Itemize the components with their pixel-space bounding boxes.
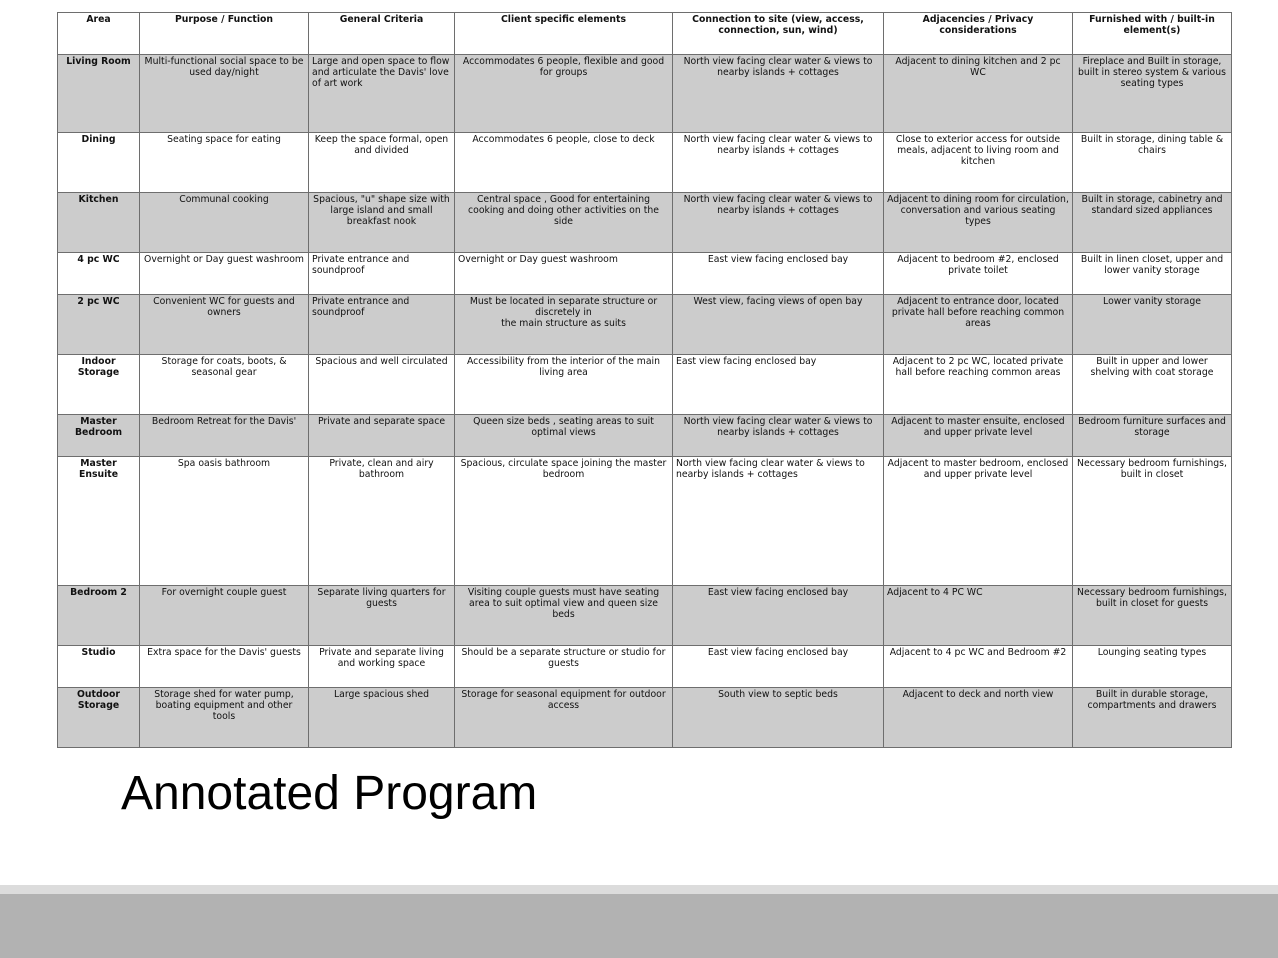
- furnished-cell: Necessary bedroom furnishings, built in closet: [1073, 457, 1232, 586]
- client-cell: Accommodates 6 people, flexible and good for groups: [455, 55, 673, 133]
- criteria-cell: Private and separate space: [309, 415, 455, 457]
- adjacency-cell: Adjacent to entrance door, located private hall before reaching common areas: [884, 295, 1073, 355]
- client-cell: Spacious, circulate space joining the master bedroom: [455, 457, 673, 586]
- header-area: Area: [58, 13, 140, 55]
- area-cell: Living Room: [58, 55, 140, 133]
- purpose-cell: Convenient WC for guests and owners: [140, 295, 309, 355]
- slide-title: Annotated Program: [121, 767, 538, 820]
- purpose-cell: Communal cooking: [140, 193, 309, 253]
- client-cell: Central space , Good for entertaining cooking and doing other activities on the side: [455, 193, 673, 253]
- program-table: [57, 12, 1232, 748]
- furnished-cell: Built in upper and lower shelving with coat storage: [1073, 355, 1232, 415]
- header-row: [58, 13, 1232, 55]
- connection-cell: West view, facing views of open bay: [673, 295, 884, 355]
- area-cell: 4 pc WC: [58, 253, 140, 295]
- adjacency-cell: Adjacent to bedroom #2, enclosed private toilet: [884, 253, 1073, 295]
- table-row: [58, 586, 1232, 646]
- area-cell: Master Bedroom: [58, 415, 140, 457]
- table-row: [58, 355, 1232, 415]
- area-cell: Bedroom 2: [58, 586, 140, 646]
- criteria-cell: Private entrance and soundproof: [309, 253, 455, 295]
- adjacency-cell: Adjacent to 4 PC WC: [884, 586, 1073, 646]
- criteria-cell: Keep the space formal, open and divided: [309, 133, 455, 193]
- client-cell: Visiting couple guests must have seating area to suit optimal view and queen size beds: [455, 586, 673, 646]
- table-row: [58, 457, 1232, 586]
- connection-cell: North view facing clear water & views to nearby islands + cottages: [673, 133, 884, 193]
- client-cell: Accommodates 6 people, close to deck: [455, 133, 673, 193]
- table-row: [58, 646, 1232, 688]
- table-row: [58, 253, 1232, 295]
- area-cell: Master Ensuite: [58, 457, 140, 586]
- furnished-cell: Built in storage, cabinetry and standard sized appliances: [1073, 193, 1232, 253]
- header-general-criteria: General Criteria: [309, 13, 455, 55]
- purpose-cell: Multi-functional social space to be used day/night: [140, 55, 309, 133]
- area-cell: Indoor Storage: [58, 355, 140, 415]
- adjacency-cell: Adjacent to master bedroom, enclosed and upper private level: [884, 457, 1073, 586]
- furnished-cell: Lounging seating types: [1073, 646, 1232, 688]
- furnished-cell: Lower vanity storage: [1073, 295, 1232, 355]
- header-purpose: Purpose / Function: [140, 13, 309, 55]
- client-cell: Should be a separate structure or studio for guests: [455, 646, 673, 688]
- header-furnished-with: Furnished with / built-in element(s): [1073, 13, 1232, 55]
- footer-band-highlight: [0, 885, 1278, 894]
- furnished-cell: Built in storage, dining table & chairs: [1073, 133, 1232, 193]
- adjacency-cell: Adjacent to deck and north view: [884, 688, 1073, 748]
- furnished-cell: Fireplace and Built in storage, built in stereo system & various seating types: [1073, 55, 1232, 133]
- connection-cell: North view facing clear water & views to nearby islands + cottages: [673, 55, 884, 133]
- client-cell: Overnight or Day guest washroom: [455, 253, 673, 295]
- connection-cell: North view facing clear water & views to nearby islands + cottages: [673, 457, 884, 586]
- criteria-cell: Spacious, "u" shape size with large island and small breakfast nook: [309, 193, 455, 253]
- purpose-cell: For overnight couple guest: [140, 586, 309, 646]
- purpose-cell: Spa oasis bathroom: [140, 457, 309, 586]
- adjacency-cell: Adjacent to dining room for circulation, conversation and various seating types: [884, 193, 1073, 253]
- client-cell: Must be located in separate structure or discretely in the main structure as suits: [455, 295, 673, 355]
- connection-cell: South view to septic beds: [673, 688, 884, 748]
- criteria-cell: Separate living quarters for guests: [309, 586, 455, 646]
- furnished-cell: Built in linen closet, upper and lower vanity storage: [1073, 253, 1232, 295]
- client-cell: Queen size beds , seating areas to suit optimal views: [455, 415, 673, 457]
- adjacency-cell: Adjacent to 2 pc WC, located private hall before reaching common areas: [884, 355, 1073, 415]
- connection-cell: North view facing clear water & views to nearby islands + cottages: [673, 193, 884, 253]
- header-connection-to-site: Connection to site (view, access, connection, sun, wind): [673, 13, 884, 55]
- criteria-cell: Private and separate living and working space: [309, 646, 455, 688]
- footer-band: [0, 894, 1278, 958]
- adjacency-cell: Adjacent to master ensuite, enclosed and upper private level: [884, 415, 1073, 457]
- adjacency-cell: Close to exterior access for outside meals, adjacent to living room and kitchen: [884, 133, 1073, 193]
- criteria-cell: Private entrance and soundproof: [309, 295, 455, 355]
- purpose-cell: Storage shed for water pump, boating equipment and other tools: [140, 688, 309, 748]
- purpose-cell: Bedroom Retreat for the Davis': [140, 415, 309, 457]
- table-row: [58, 133, 1232, 193]
- client-cell: Storage for seasonal equipment for outdoor access: [455, 688, 673, 748]
- adjacency-cell: Adjacent to 4 pc WC and Bedroom #2: [884, 646, 1073, 688]
- area-cell: Dining: [58, 133, 140, 193]
- criteria-cell: Large spacious shed: [309, 688, 455, 748]
- criteria-cell: Private, clean and airy bathroom: [309, 457, 455, 586]
- purpose-cell: Seating space for eating: [140, 133, 309, 193]
- connection-cell: East view facing enclosed bay: [673, 253, 884, 295]
- table-row: [58, 55, 1232, 133]
- table-row: [58, 688, 1232, 748]
- area-cell: Outdoor Storage: [58, 688, 140, 748]
- connection-cell: North view facing clear water & views to nearby islands + cottages: [673, 415, 884, 457]
- table-row: [58, 295, 1232, 355]
- table-row: [58, 415, 1232, 457]
- purpose-cell: Storage for coats, boots, & seasonal gear: [140, 355, 309, 415]
- furnished-cell: Necessary bedroom furnishings, built in closet for guests: [1073, 586, 1232, 646]
- area-cell: Studio: [58, 646, 140, 688]
- connection-cell: East view facing enclosed bay: [673, 355, 884, 415]
- adjacency-cell: Adjacent to dining kitchen and 2 pc WC: [884, 55, 1073, 133]
- purpose-cell: Overnight or Day guest washroom: [140, 253, 309, 295]
- area-cell: Kitchen: [58, 193, 140, 253]
- header-client-elements: Client specific elements: [455, 13, 673, 55]
- area-cell: 2 pc WC: [58, 295, 140, 355]
- header-adjacencies: Adjacencies / Privacy considerations: [884, 13, 1073, 55]
- client-cell: Accessibility from the interior of the main living area: [455, 355, 673, 415]
- connection-cell: East view facing enclosed bay: [673, 586, 884, 646]
- table-row: [58, 193, 1232, 253]
- furnished-cell: Built in durable storage, compartments and drawers: [1073, 688, 1232, 748]
- criteria-cell: Large and open space to flow and articulate the Davis' love of art work: [309, 55, 455, 133]
- connection-cell: East view facing enclosed bay: [673, 646, 884, 688]
- furnished-cell: Bedroom furniture surfaces and storage: [1073, 415, 1232, 457]
- criteria-cell: Spacious and well circulated: [309, 355, 455, 415]
- purpose-cell: Extra space for the Davis' guests: [140, 646, 309, 688]
